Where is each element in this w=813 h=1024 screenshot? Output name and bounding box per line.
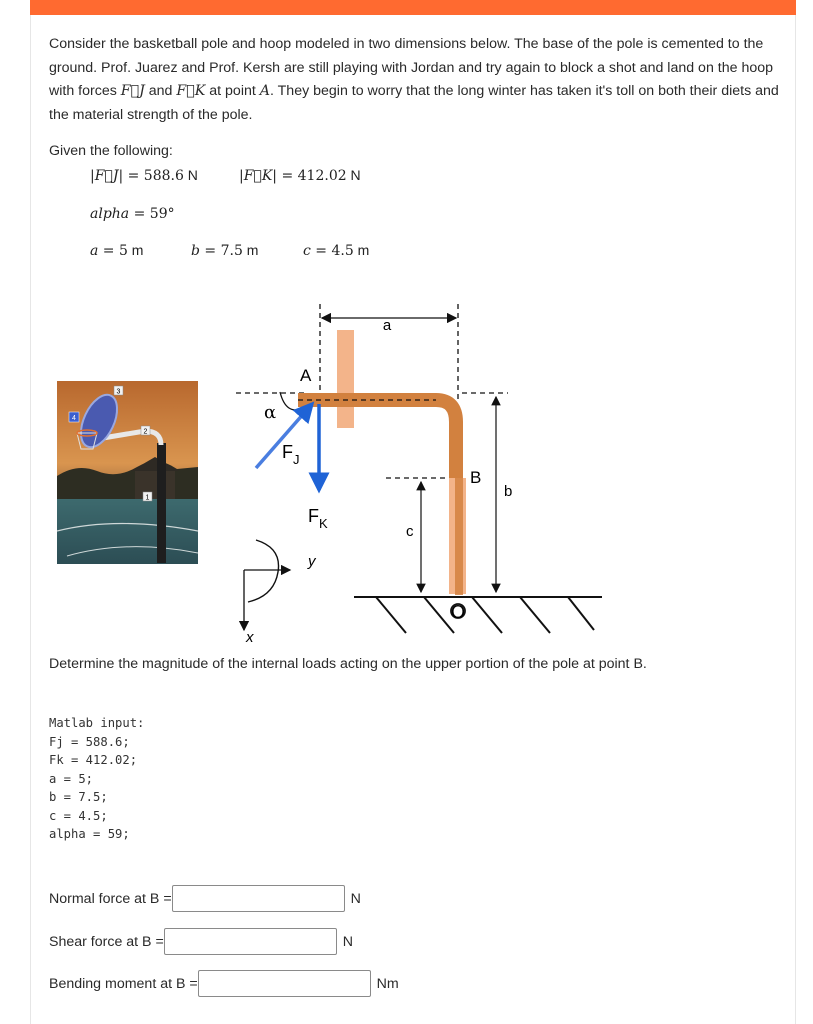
question-text: Determine the magnitude of the internal loads acting on the upper portion of the pole at point B. (49, 656, 647, 672)
coordinate-arc (248, 540, 279, 602)
matlab-title: Matlab input: (49, 716, 145, 730)
photo-label-2: 2 (143, 428, 148, 436)
bending-moment-unit: Nm (376, 975, 399, 992)
normal-force-row (49, 885, 361, 912)
bending-moment-label: Bending moment at B = (49, 975, 198, 992)
shear-force-row (49, 928, 353, 955)
bending-moment-input[interactable] (198, 970, 371, 997)
given-fk: |F⃗K| = 412.02 N (239, 167, 361, 184)
matlab-line: a = 5; (49, 771, 94, 786)
matlab-line: Fj = 588.6; (49, 734, 130, 749)
label-A: A (300, 366, 312, 385)
given-a: a = 5 m (90, 242, 144, 259)
pole-arm (298, 400, 456, 478)
normal-force-unit: N (350, 890, 361, 907)
basketball-hoop-photo (57, 381, 198, 564)
top-accent-bar (30, 0, 796, 15)
problem-statement (49, 33, 784, 127)
label-O: O (450, 602, 466, 622)
fj-symbol: F⃗J (120, 83, 145, 99)
label-a: a (382, 317, 392, 334)
photo-label-1: 1 (145, 494, 150, 502)
normal-force-input[interactable] (172, 885, 345, 912)
pole-diagram (226, 300, 616, 650)
photo-label-3: 3 (116, 388, 121, 396)
matlab-input-block (49, 714, 144, 844)
label-y: y (308, 553, 316, 570)
matlab-line: b = 7.5; (49, 790, 108, 804)
shear-force-label: Shear force at B = (49, 933, 164, 950)
matlab-line: Fk = 412.02; (49, 753, 138, 767)
given-b: b = 7.5 m (191, 242, 259, 259)
label-alpha: α (264, 402, 277, 423)
photo-label-4: 4 (72, 415, 76, 422)
label-c: c (406, 523, 414, 540)
ground-hatching (376, 597, 594, 633)
label-B: B (470, 468, 482, 487)
intro-text-2: at point (205, 83, 260, 99)
label-fk: $F_K$ (308, 506, 328, 531)
label-b: b (504, 483, 513, 500)
shear-force-input[interactable] (164, 928, 337, 955)
backboard (337, 330, 354, 428)
fk-symbol: F⃗K (176, 83, 206, 99)
intro-text-1: Consider the basketball pole and hoop modeled in two dimensions below. The base of the pole is cemented to the ground. Prof. Juarez and Prof. Kersh are still playing with Jordan and try again to block a shot and land on the hoop with forces (49, 36, 774, 99)
normal-force-label: Normal force at B = (49, 890, 172, 907)
matlab-line: c = 4.5; (49, 808, 108, 823)
shear-force-unit: N (342, 933, 353, 950)
intro-and: and (144, 83, 177, 99)
point-a-symbol: A (259, 83, 271, 99)
label-x: x (246, 629, 254, 646)
given-c: c = 4.5 m (303, 242, 370, 259)
given-fj: |F⃗J| = 588.6 N (90, 167, 198, 184)
given-title: Given the following: (49, 143, 173, 159)
label-fj: $F_J$ (282, 442, 300, 467)
intro-text-3: . They begin to worry that the long winter has taken it's toll on both their diets and the material strength of the pole. (49, 83, 779, 123)
matlab-line: alpha = 59; (49, 827, 130, 841)
given-alpha: alpha = 59° (90, 206, 175, 222)
bending-moment-row (49, 970, 399, 997)
